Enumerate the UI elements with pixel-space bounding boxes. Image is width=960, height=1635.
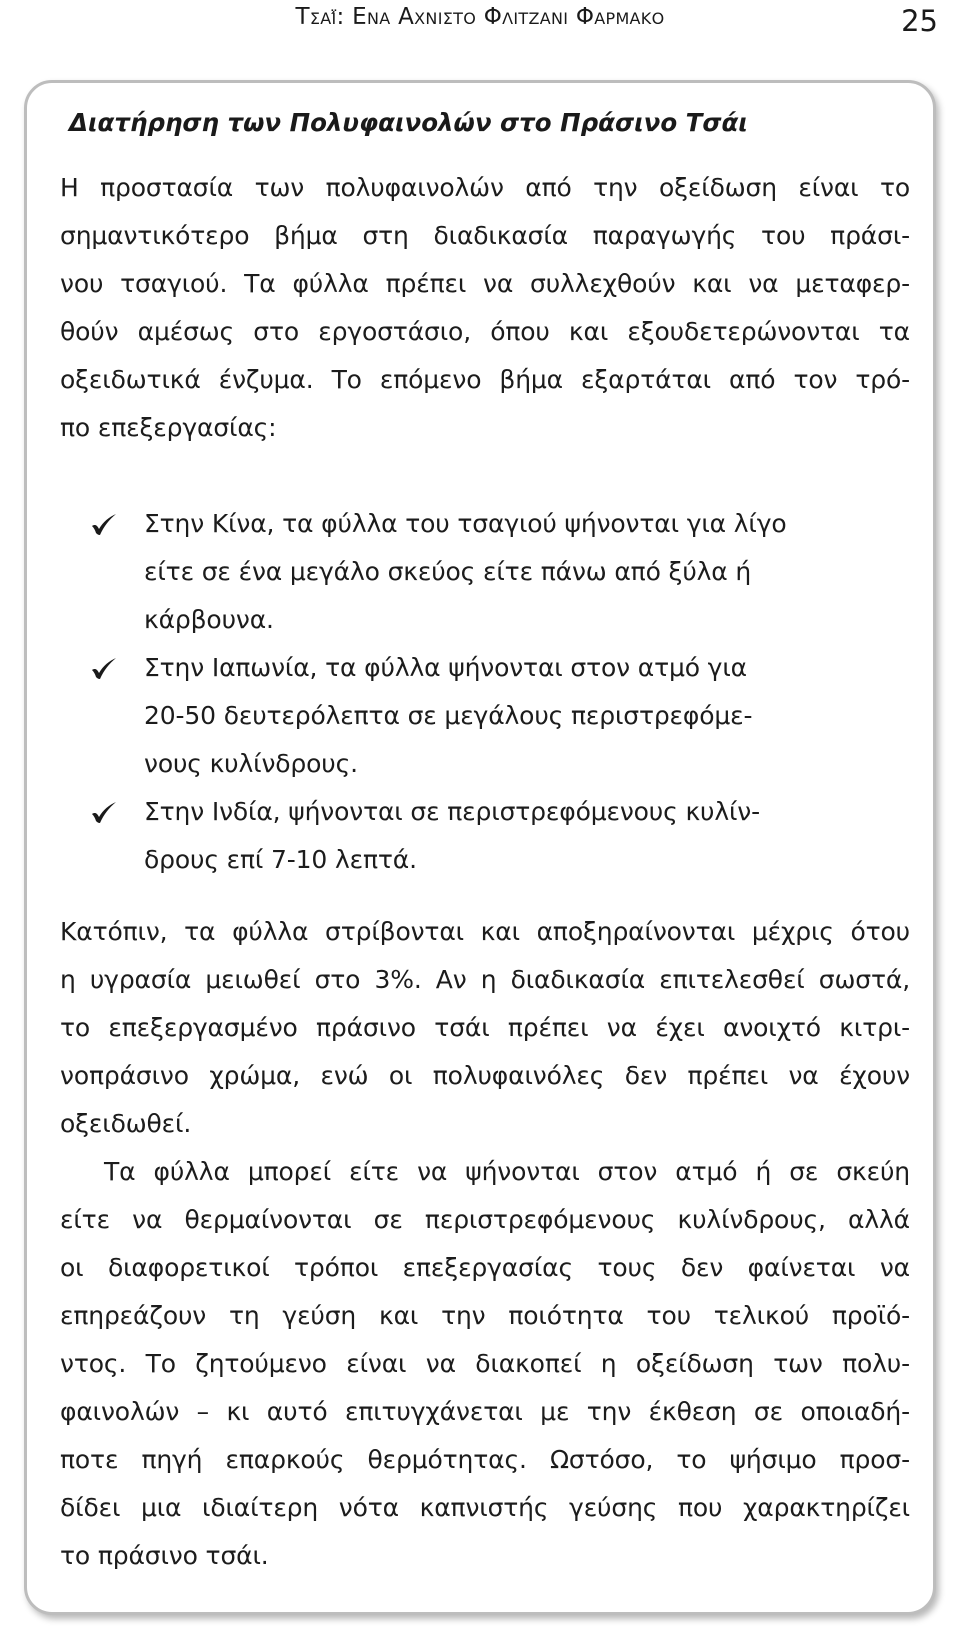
paragraph-2-line-5: οξειδωθεί. — [60, 1109, 192, 1138]
bullet-3-line-1 — [60, 788, 910, 836]
paragraph-3-line-1: Τα φύλλα μπορεί είτε να ψήνονται στον ατμό ή σε σκεύη — [104, 1157, 910, 1186]
paragraph-3-line-8: δίδει μια ιδιαίτερη νότα καπνιστής γεύσης που χαρακτηρίζει — [60, 1493, 910, 1522]
paragraph-3-line-5: ντος. Το ζητούμενο είναι να διακοπεί η οξείδωση των πολυ- — [60, 1349, 910, 1378]
paragraph-1-line-4: θούν αμέσως στο εργοστάσιο, όπου και εξουδετερώνονται τα — [60, 317, 910, 346]
bullet-1-line-1 — [60, 500, 910, 548]
paragraph-2-line-1: Κατόπιν, τα φύλλα στρίβονται και αποξηραίνονται μέχρις ότου — [60, 917, 910, 946]
paragraph-1-line-2: σημαντικότερο βήμα στη διαδικασία παραγωγής του πράσι- — [60, 221, 910, 250]
paragraph-1-line-5: οξειδωτικά ένζυμα. Το επόμενο βήμα εξαρτάται από τον τρό- — [60, 365, 910, 394]
paragraph-spacer — [60, 452, 910, 500]
bullet-3-text-1: Στην Ινδία, ψήνονται σε περιστρεφόμενους κυλίν- — [144, 797, 760, 826]
paragraph-spacer — [60, 884, 910, 908]
running-title: Τσαΐ: Ενα Αχνιστο Φλιτζανι Φαρμακο — [295, 4, 665, 30]
bullet-2-line-2: 20-50 δευτερόλεπτα σε μεγάλους περιστρεφόμε- — [144, 701, 753, 730]
paragraph-3-line-2: είτε να θερμαίνονται σε περιστρεφόμενους κυλίνδρους, αλλά — [60, 1205, 910, 1234]
running-header — [0, 0, 960, 50]
checkmark-icon — [90, 513, 118, 537]
body-text — [60, 164, 910, 1580]
paragraph-1-line-1: Η προστασία των πολυφαινολών από την οξείδωση είναι το — [60, 173, 910, 202]
paragraph-2-line-2: η υγρασία μειωθεί στο 3%. Αν η διαδικασία επιτελεσθεί σωστά, — [60, 965, 910, 994]
page-number: 25 — [901, 4, 938, 38]
paragraph-1-line-6: πο επεξεργασίας: — [60, 413, 277, 442]
bullet-1-line-2: είτε σε ένα μεγάλο σκεύος είτε πάνω από ξύλα ή — [144, 557, 752, 586]
section-heading: Διατήρηση των Πολυφαινολών στο Πράσινο Τσάι — [69, 108, 748, 137]
paragraph-2-line-4: νοπράσινο χρώμα, ενώ οι πολυφαινόλες δεν πρέπει να έχουν — [60, 1061, 910, 1090]
paragraph-3-line-6: φαινολών – κι αυτό επιτυγχάνεται με την έκθεση σε οποιαδή- — [60, 1397, 910, 1426]
bullet-3-line-2: δρους επί 7-10 λεπτά. — [144, 845, 417, 874]
checkmark-icon — [90, 657, 118, 681]
paragraph-3-line-3: οι διαφορετικοί τρόποι επεξεργασίας τους δεν φαίνεται να — [60, 1253, 910, 1282]
paragraph-2-line-3: το επεξεργασμένο πράσινο τσάι πρέπει να έχει ανοιχτό κιτρι- — [60, 1013, 910, 1042]
content-box — [24, 80, 936, 1615]
bullet-2-text-1: Στην Ιαπωνία, τα φύλλα ψήνονται στον ατμό για — [144, 653, 747, 682]
bullet-1-line-3: κάρβουνα. — [144, 605, 274, 634]
paragraph-3-line-9: το πράσινο τσάι. — [60, 1541, 269, 1570]
checkmark-icon — [90, 801, 118, 825]
bullet-2-line-3: νους κυλίνδρους. — [144, 749, 358, 778]
paragraph-3-line-4: επηρεάζουν τη γεύση και την ποιότητα του τελικού προϊό- — [60, 1301, 910, 1330]
bullet-1-text-1: Στην Κίνα, τα φύλλα του τσαγιού ψήνονται για λίγο — [144, 509, 787, 538]
bullet-2-line-1 — [60, 644, 910, 692]
paragraph-3-line-7: ποτε πηγή επαρκούς θερμότητας. Ωστόσο, το ψήσιμο προσ- — [60, 1445, 910, 1474]
paragraph-1-line-3: νου τσαγιού. Τα φύλλα πρέπει να συλλεχθούν και να μεταφερ- — [60, 269, 910, 298]
